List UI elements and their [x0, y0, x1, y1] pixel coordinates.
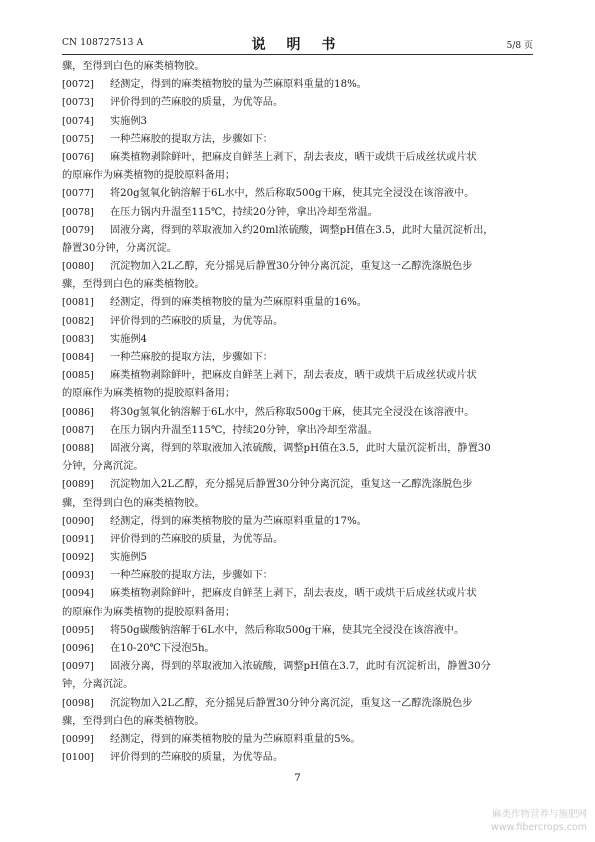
paragraph-line [62, 567, 533, 585]
paragraph-line [62, 404, 533, 422]
watermark-site-name: 麻类作物营养与施肥网 [491, 809, 587, 820]
paragraph-number: [0083] [62, 333, 94, 345]
continuation-line [62, 458, 533, 476]
paragraph-number: [0087] [62, 424, 94, 436]
paragraph-text: 一种苎麻胶的提取方法，步骤如下： [110, 570, 273, 582]
paragraph-line [62, 367, 533, 385]
paragraph-text: 将50g碳酸钠溶解于6L水中，然后称取500g干麻，使其完全浸没在该溶液中。 [110, 624, 465, 636]
paragraph-line [62, 531, 533, 549]
paragraph-number: [0093] [62, 570, 94, 582]
paragraph-number: [0081] [62, 297, 94, 309]
paragraph-text: 在压力锅内升温至115℃，持续20分钟，拿出冷却至常温。 [110, 206, 378, 218]
paragraph-number: [0078] [62, 206, 94, 218]
paragraph-line [62, 131, 533, 149]
paragraph-number: [0072] [62, 79, 94, 91]
paragraph-text: 将30g氢氧化钠溶解于6L水中，然后称取500g干麻，使其完全浸没在该溶液中。 [110, 406, 475, 418]
paragraph-text: 钟，分离沉淀。 [62, 679, 134, 691]
paragraph-text: 实施例5 [110, 552, 148, 564]
paragraph-text: 骤，至得到白色的麻类植物胶。 [62, 279, 205, 291]
continuation-line [62, 676, 533, 694]
paragraph-text: 沉淀物加入2L乙醇，充分摇晃后静置30分钟分离沉淀，重复这一乙醇洗涤脱色步 [110, 479, 473, 491]
paragraph-text: 实施例4 [110, 333, 148, 345]
paragraph-text: 固液分离，得到的萃取液加入约20ml浓硫酸，调整pH值在3.5，此时大量沉淀析出， [110, 224, 494, 236]
paragraph-number: [0073] [62, 97, 94, 109]
paragraph-number: [0074] [62, 115, 94, 127]
paragraph-text: 骤，至得到白色的麻类植物胶。 [62, 61, 205, 72]
paragraph-text: 一种苎麻胶的提取方法，步骤如下： [110, 352, 273, 363]
paragraph-line [62, 695, 533, 713]
paragraph-text: 沉淀物加入2L乙醇，充分摇晃后静置30分钟分离沉淀，重复这一乙醇洗涤脱色步 [110, 697, 473, 709]
paragraph-text: 评价得到的苎麻胶的质量，为优等品。 [110, 97, 284, 109]
paragraph-number: [0089] [62, 479, 94, 491]
paragraph-line [62, 331, 533, 349]
paragraph-number: [0086] [62, 406, 94, 418]
paragraph-line [62, 76, 533, 94]
paragraph-text: 经测定，得到的麻类植物胶的量为苎麻原料重量的16%。 [110, 297, 367, 309]
paragraph-line [62, 313, 533, 331]
paragraph-text: 的原麻作为麻类植物的提胶原料备用； [62, 388, 236, 400]
paragraph-number: [0097] [62, 661, 94, 673]
paragraph-line [62, 549, 533, 567]
paragraph-number: [0096] [62, 643, 94, 654]
continuation-line [62, 713, 533, 731]
watermark [491, 808, 587, 834]
patent-number: CN 108727513 A [62, 38, 144, 48]
paragraph-line [62, 440, 533, 458]
paragraph-text: 经测定，得到的麻类植物胶的量为苎麻原料重量的18%。 [110, 79, 367, 91]
paragraph-text: 的原麻作为麻类植物的提胶原料备用； [62, 170, 236, 182]
continuation-line [62, 604, 533, 622]
paragraph-number: [0080] [62, 261, 94, 273]
paragraph-text: 评价得到的苎麻胶的质量，为优等品。 [110, 533, 284, 545]
page-indicator: 5/8 页 [506, 41, 533, 51]
paragraph-line [62, 204, 533, 222]
paragraph-line [62, 149, 533, 167]
paragraph-text: 评价得到的苎麻胶的质量，为优等品。 [110, 315, 284, 327]
paragraph-text: 经测定，得到的麻类植物胶的量为苎麻原料重量的5%。 [110, 733, 361, 745]
paragraph-number: [0098] [62, 697, 94, 709]
paragraph-line [62, 513, 533, 531]
document-body [62, 58, 533, 767]
watermark-url: www.fibercrops.com [490, 822, 587, 833]
paragraph-number: [0076] [62, 151, 94, 163]
paragraph-number: [0099] [62, 733, 94, 745]
page-number: 7 [294, 773, 301, 784]
paragraph-line [62, 258, 533, 276]
paragraph-line [62, 113, 533, 131]
continuation-line [62, 495, 533, 513]
paragraph-number: [0082] [62, 315, 94, 327]
continuation-line [62, 385, 533, 403]
paragraph-text: 实施例3 [110, 115, 148, 127]
paragraph-number: [0088] [62, 442, 94, 454]
paragraph-line [62, 731, 533, 749]
continuation-line [62, 240, 533, 258]
paragraph-line [62, 640, 533, 658]
document-title: 说 明 书 [251, 37, 344, 53]
paragraph-number: [0090] [62, 515, 94, 527]
paragraph-text: 的原麻作为麻类植物的提胶原料备用； [62, 606, 236, 618]
paragraph-text: 经测定，得到的麻类植物胶的量为苎麻原料重量的17%。 [110, 515, 367, 527]
paragraph-line [62, 585, 533, 603]
paragraph-number: [0100] [62, 752, 94, 764]
paragraph-text: 麻类植物剥除鲜叶，把麻皮自鲜茎上剥下，刮去表皮，晒干或烘干后成丝状或片状 [110, 588, 477, 600]
paragraph-line [62, 476, 533, 494]
paragraph-text: 骤，至得到白色的麻类植物胶。 [62, 715, 205, 727]
continuation-line [62, 167, 533, 185]
paragraph-text: 分钟，分离沉淀。 [62, 461, 144, 473]
paragraph-number: [0092] [62, 552, 94, 564]
paragraph-line [62, 294, 533, 312]
paragraph-line [62, 422, 533, 440]
paragraph-number: [0084] [62, 352, 94, 363]
paragraph-text: 麻类植物剥除鲜叶，把麻皮自鲜茎上剥下，刮去表皮，晒干或烘干后成丝状或片状 [110, 370, 477, 382]
paragraph-text: 在10-20℃下浸泡5h。 [110, 643, 215, 654]
paragraph-text: 麻类植物剥除鲜叶，把麻皮自鲜茎上剥下，刮去表皮，晒干或烘干后成丝状或片状 [110, 151, 477, 163]
paragraph-line [62, 222, 533, 240]
paragraph-number: [0085] [62, 370, 94, 382]
paragraph-number: [0077] [62, 188, 94, 200]
paragraph-number: [0095] [62, 624, 94, 636]
paragraph-text: 一种苎麻胶的提取方法，步骤如下： [110, 133, 273, 145]
paragraph-text: 将20g氢氧化钠溶解于6L水中，然后称取500g干麻，使其完全浸没在该溶液中。 [110, 188, 475, 200]
paragraph-text: 静置30分钟，分离沉淀。 [62, 242, 177, 254]
paragraph-text: 骤，至得到白色的麻类植物胶。 [62, 497, 205, 509]
paragraph-line [62, 94, 533, 112]
paragraph-text: 固液分离，得到的萃取液加入浓硫酸，调整pH值在3.7，此时有沉淀析出，静置30分 [110, 661, 491, 673]
paragraph-text: 在压力锅内升温至115℃，持续20分钟，拿出冷却至常温。 [110, 424, 378, 436]
paragraph-text: 沉淀物加入2L乙醇，充分摇晃后静置30分钟分离沉淀，重复这一乙醇洗涤脱色步 [110, 261, 473, 273]
paragraph-number: [0075] [62, 133, 94, 145]
continuation-line [62, 58, 533, 76]
paragraph-text: 固液分离，得到的萃取液加入浓硫酸，调整pH值在3.5，此时大量沉淀析出，静置30 [110, 442, 491, 454]
continuation-line [62, 276, 533, 294]
paragraph-line [62, 349, 533, 367]
paragraph-number: [0094] [62, 588, 94, 600]
paragraph-number: [0079] [62, 224, 94, 236]
paragraph-line [62, 749, 533, 767]
paragraph-line [62, 185, 533, 203]
paragraph-line [62, 622, 533, 640]
paragraph-text: 评价得到的苎麻胶的质量，为优等品。 [110, 752, 284, 764]
page-header [62, 34, 533, 55]
paragraph-line [62, 658, 533, 676]
paragraph-number: [0091] [62, 533, 94, 545]
